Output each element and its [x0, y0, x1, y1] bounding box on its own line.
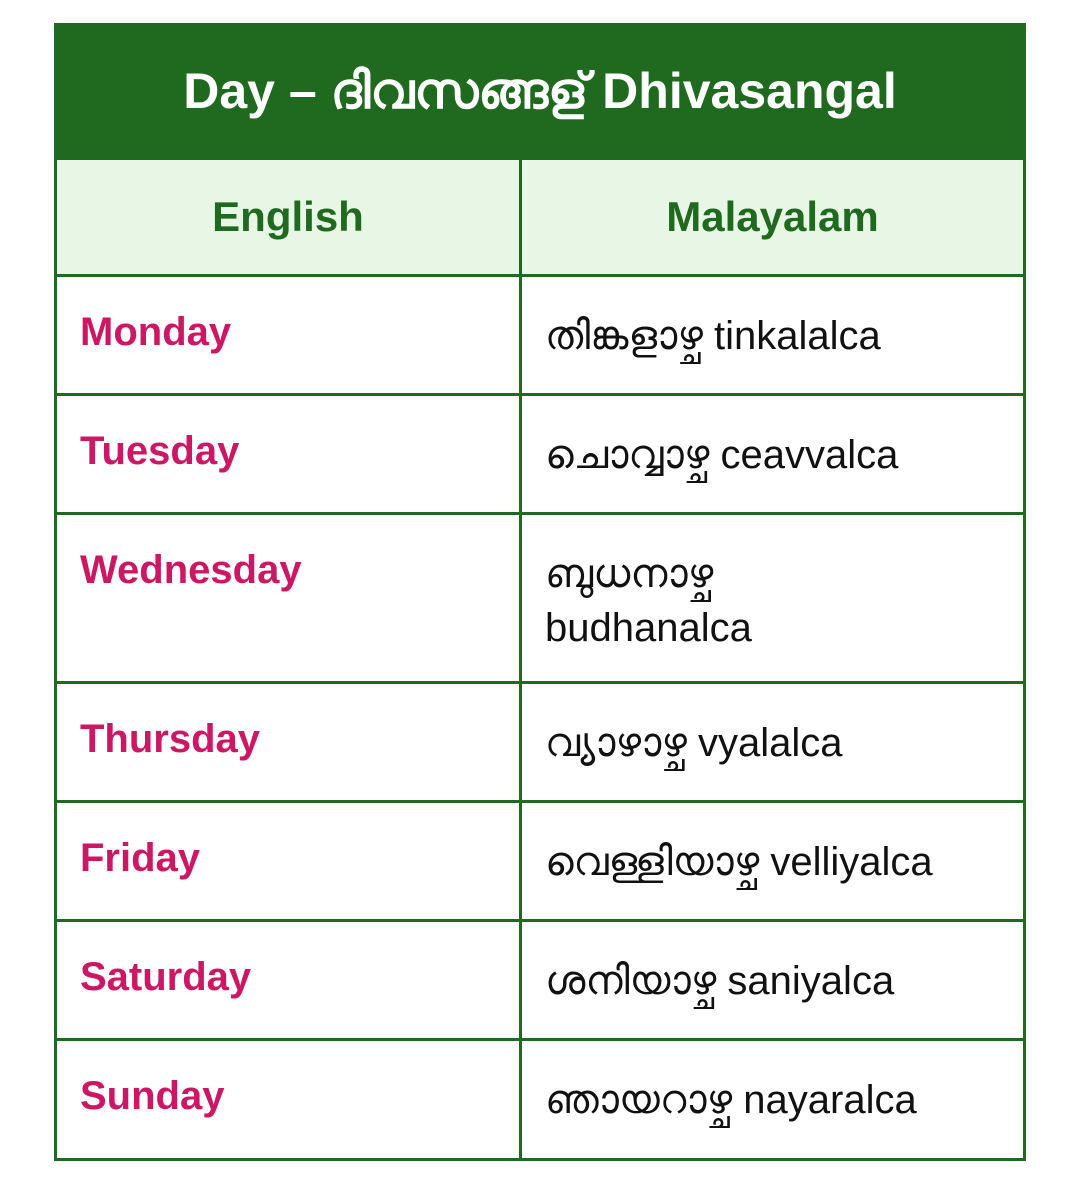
header-malayalam: Malayalam	[666, 193, 879, 240]
day-english: Monday	[57, 277, 522, 393]
day-malayalam: ശനിയാഴ്ച saniyalca	[545, 959, 895, 1003]
day-malayalam: ഞായറാഴ്ച nayaralca	[545, 1078, 917, 1122]
day-malayalam: തിങ്കളാഴ്ച tinkalalca	[545, 314, 881, 358]
table-row	[57, 396, 1023, 515]
day-english: Friday	[57, 803, 522, 919]
table-row	[57, 684, 1023, 803]
day-malayalam: വ്യാഴാഴ്ച vyalalca	[545, 721, 843, 765]
header-english: English	[57, 160, 522, 274]
table-title: Day – ദിവസങ്ങള് Dhivasangal	[57, 26, 1023, 160]
day-malayalam: ചൊവ്വാഴ്ച ceavvalca	[545, 433, 899, 477]
day-malayalam: വെള്ളിയാഴ്ച velliyalca	[545, 840, 933, 884]
table-row	[57, 922, 1023, 1041]
table-row	[57, 1041, 1023, 1158]
day-english: Sunday	[57, 1041, 522, 1158]
day-english: Tuesday	[57, 396, 522, 512]
table-row	[57, 515, 1023, 684]
day-english: Saturday	[57, 922, 522, 1038]
header-row	[57, 160, 1023, 277]
day-malayalam: ബുധനാഴ്ച budhanalca	[545, 552, 752, 651]
day-english: Thursday	[57, 684, 522, 800]
table-row	[57, 277, 1023, 396]
days-table	[54, 23, 1026, 1161]
day-english: Wednesday	[57, 515, 522, 681]
table-row	[57, 803, 1023, 922]
